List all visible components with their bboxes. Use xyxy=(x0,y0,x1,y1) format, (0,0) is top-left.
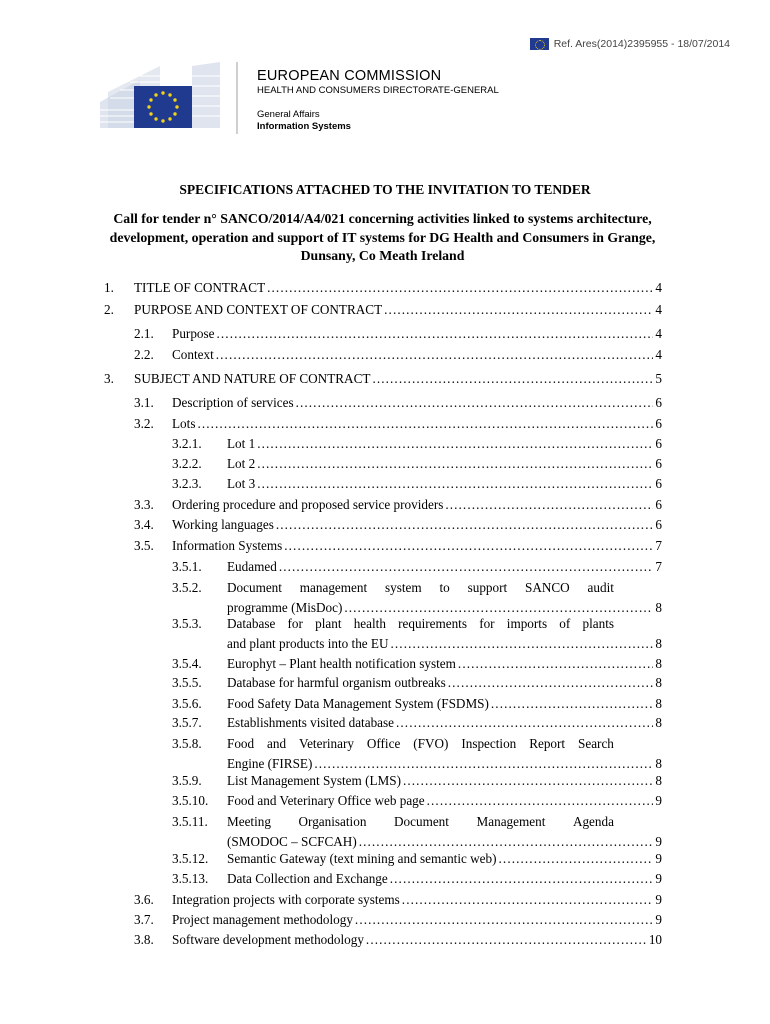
toc-entry[interactable] xyxy=(134,326,662,342)
toc-entry-number: 3.5.8. xyxy=(172,736,202,751)
toc-entry-label: Data Collection and Exchange xyxy=(227,871,388,886)
toc-entry-label: Establishments visited database xyxy=(227,715,395,730)
toc-entry-number: 3.2.3. xyxy=(172,476,202,491)
toc-entry-label: Context xyxy=(172,347,214,362)
toc-entry-page: 8 xyxy=(655,600,662,615)
toc-entry[interactable] xyxy=(104,371,662,387)
toc-entry-page: 8 xyxy=(655,636,662,651)
toc-dot-leader xyxy=(257,476,653,492)
toc-entry[interactable] xyxy=(227,756,662,772)
toc-entry-label: Purpose xyxy=(172,326,215,341)
toc-dot-leader xyxy=(384,302,653,318)
toc-entry-label: Engine (FIRSE) xyxy=(227,756,313,771)
toc-entry-page: 6 xyxy=(655,497,662,512)
toc-entry[interactable] xyxy=(172,715,662,731)
toc-dot-leader xyxy=(458,656,653,672)
toc-entry-page: 6 xyxy=(655,517,662,532)
toc-entry-label: programme (MisDoc) xyxy=(227,600,343,615)
toc-entry-label: Lot 2 xyxy=(227,456,256,471)
toc-dot-leader xyxy=(344,600,653,616)
toc-entry[interactable] xyxy=(172,793,662,809)
toc-entry[interactable] xyxy=(134,517,662,533)
toc-entry[interactable] xyxy=(134,395,662,411)
toc-entry-number: 3.5.7. xyxy=(172,715,202,730)
toc-entry-page: 9 xyxy=(655,793,662,808)
toc-dot-leader xyxy=(257,436,653,452)
toc-entry-number: 2.2. xyxy=(134,347,154,362)
toc-entry-label: Europhyt – Plant health notification system xyxy=(227,656,456,671)
toc-entry[interactable] xyxy=(172,436,662,452)
toc-entry-label: Description of services xyxy=(172,395,294,410)
toc-entry-label: PURPOSE AND CONTEXT OF CONTRACT xyxy=(134,302,383,317)
toc-entry-page: 7 xyxy=(655,559,662,574)
toc-entry-label-line1: Meeting Organisation Document Management Agenda xyxy=(227,814,614,829)
directorate-general: HEALTH AND CONSUMERS DIRECTORATE-GENERAL xyxy=(257,85,499,96)
toc-entry-page: 9 xyxy=(655,834,662,849)
toc-entry-label: Food Safety Data Management System (FSDMS) xyxy=(227,696,489,711)
toc-entry[interactable] xyxy=(134,912,662,928)
toc-entry-page: 6 xyxy=(655,395,662,410)
toc-entry[interactable] xyxy=(172,773,662,789)
toc-dot-leader xyxy=(402,892,654,908)
toc-entry[interactable] xyxy=(227,636,662,652)
toc-entry-number: 3.5.12. xyxy=(172,851,209,866)
toc-entry[interactable] xyxy=(134,347,662,363)
toc-dot-leader xyxy=(403,773,653,789)
toc-entry-number: 3. xyxy=(104,371,114,386)
toc-entry-label: Software development methodology xyxy=(172,932,364,947)
toc-entry-page: 8 xyxy=(655,696,662,711)
toc-entry-label-line1: Database for plant health requirements for imports of plants xyxy=(227,616,614,631)
toc-entry-label: (SMODOC – SCFCAH) xyxy=(227,834,357,849)
toc-entry-number: 3.2.2. xyxy=(172,456,202,471)
toc-entry-number: 3.6. xyxy=(134,892,154,907)
toc-entry-number: 3.5.13. xyxy=(172,871,209,886)
toc-dot-leader xyxy=(372,371,653,387)
toc-dot-leader xyxy=(284,538,653,554)
toc-entry-label: Ordering procedure and proposed service providers xyxy=(172,497,444,512)
toc-dot-leader xyxy=(448,675,654,691)
toc-entry-label: SUBJECT AND NATURE OF CONTRACT xyxy=(134,371,371,386)
toc-entry-number: 3.3. xyxy=(134,497,154,512)
toc-entry-page: 10 xyxy=(648,932,662,947)
toc-entry[interactable] xyxy=(172,656,662,672)
toc-entry-page: 6 xyxy=(655,436,662,451)
toc-entry[interactable] xyxy=(172,851,662,867)
toc-entry-label: Lot 3 xyxy=(227,476,256,491)
toc-entry-number: 3.2. xyxy=(134,416,154,431)
toc-entry-page: 8 xyxy=(655,756,662,771)
toc-entry-line1[interactable] xyxy=(172,736,614,752)
toc-dot-leader xyxy=(296,395,654,411)
toc-entry[interactable] xyxy=(227,600,662,616)
toc-entry-number: 3.5.4. xyxy=(172,656,202,671)
toc-entry-number: 3.8. xyxy=(134,932,154,947)
toc-dot-leader xyxy=(355,912,653,928)
toc-entry-page: 7 xyxy=(655,538,662,553)
toc-entry-page: 5 xyxy=(655,371,662,386)
toc-entry-number: 3.5.2. xyxy=(172,580,202,595)
toc-entry-label: Semantic Gateway (text mining and semantic web) xyxy=(227,851,497,866)
toc-entry-page: 4 xyxy=(655,280,662,295)
toc-entry[interactable] xyxy=(134,892,662,908)
toc-entry[interactable] xyxy=(134,497,662,513)
toc-dot-leader xyxy=(366,932,647,948)
toc-dot-leader xyxy=(257,456,653,472)
toc-entry-page: 8 xyxy=(655,773,662,788)
toc-entry-number: 3.5. xyxy=(134,538,154,553)
toc-entry-number: 3.5.11. xyxy=(172,814,208,829)
toc-entry-page: 6 xyxy=(655,476,662,491)
toc-entry[interactable] xyxy=(104,302,662,318)
toc-entry-number: 2.1. xyxy=(134,326,154,341)
toc-dot-leader xyxy=(276,517,654,533)
toc-dot-leader xyxy=(390,871,654,887)
toc-entry-number: 3.1. xyxy=(134,395,154,410)
toc-entry[interactable] xyxy=(172,696,662,712)
toc-entry-page: 6 xyxy=(655,416,662,431)
toc-entry-number: 3.5.3. xyxy=(172,616,202,631)
toc-entry-number: 2. xyxy=(104,302,114,317)
toc-entry-number: 3.5.6. xyxy=(172,696,202,711)
toc-entry-label: Database for harmful organism outbreaks xyxy=(227,675,446,690)
toc-entry[interactable] xyxy=(104,280,662,296)
toc-entry-label: Integration projects with corporate systems xyxy=(172,892,400,907)
toc-entry[interactable] xyxy=(172,476,662,492)
toc-entry-line1[interactable] xyxy=(172,580,614,596)
toc-entry[interactable] xyxy=(134,416,662,432)
toc-entry-number: 3.2.1. xyxy=(172,436,202,451)
toc-entry-label-line1: Food and Veterinary Office (FVO) Inspection Report Search xyxy=(227,736,614,751)
toc-entry[interactable] xyxy=(227,834,662,850)
toc-entry-number: 3.5.5. xyxy=(172,675,202,690)
document-title: SPECIFICATIONS ATTACHED TO THE INVITATION TO TENDER xyxy=(179,182,591,197)
toc-dot-leader xyxy=(314,756,653,772)
toc-entry-page: 8 xyxy=(655,715,662,730)
toc-entry-page: 9 xyxy=(655,851,662,866)
toc-entry-line1[interactable] xyxy=(172,616,614,632)
toc-dot-leader xyxy=(359,834,654,850)
directorate: General Affairs xyxy=(257,109,320,120)
toc-entry-number: 3.7. xyxy=(134,912,154,927)
toc-entry[interactable] xyxy=(134,538,662,554)
toc-entry-label: Working languages xyxy=(172,517,274,532)
toc-dot-leader xyxy=(216,347,654,363)
institution-name: EUROPEAN COMMISSION xyxy=(257,68,442,84)
toc-entry-page: 8 xyxy=(655,675,662,690)
toc-entry[interactable] xyxy=(172,559,662,575)
toc-dot-leader xyxy=(499,851,654,867)
toc-dot-leader xyxy=(391,636,654,652)
toc-dot-leader xyxy=(491,696,654,712)
toc-dot-leader xyxy=(445,497,653,513)
toc-entry-label: Eudamed xyxy=(227,559,277,574)
unit: Information Systems xyxy=(257,121,351,132)
toc-entry-line1[interactable] xyxy=(172,814,614,830)
toc-dot-leader xyxy=(217,326,654,342)
toc-entry-number: 3.5.10. xyxy=(172,793,209,808)
toc-entry-label: and plant products into the EU xyxy=(227,636,389,651)
toc-dot-leader xyxy=(267,280,653,296)
toc-dot-leader xyxy=(427,793,654,809)
toc-entry-page: 8 xyxy=(655,656,662,671)
toc-dot-leader xyxy=(396,715,653,731)
toc-entry-label: TITLE OF CONTRACT xyxy=(134,280,266,295)
reference-text: Ref. Ares(2014)2395955 - 18/07/2014 xyxy=(553,38,730,50)
toc-entry-number: 1. xyxy=(104,280,114,295)
toc-entry-page: 4 xyxy=(655,302,662,317)
toc-dot-leader xyxy=(279,559,654,575)
toc-entry-page: 6 xyxy=(655,456,662,471)
toc-entry-label-line1: Document management system to support SANCO audit xyxy=(227,580,614,595)
toc-entry-number: 3.5.1. xyxy=(172,559,202,574)
toc-entry-label: Lots xyxy=(172,416,196,431)
toc-entry[interactable] xyxy=(172,456,662,472)
toc-entry-label: List Management System (LMS) xyxy=(227,773,401,788)
toc-entry-label: Project management methodology xyxy=(172,912,353,927)
document-subtitle: Call for tender n° SANCO/2014/A4/021 concerning activities linked to systems architecture, development, operation and support of IT systems for DG Health and Consumers in Grange, Dunsany, Co Meath Ireland xyxy=(109,211,656,263)
toc-entry[interactable] xyxy=(134,932,662,948)
toc-entry-label: Lot 1 xyxy=(227,436,256,451)
toc-entry[interactable] xyxy=(172,675,662,691)
toc-entry[interactable] xyxy=(172,871,662,887)
toc-entry-label: Food and Veterinary Office web page xyxy=(227,793,425,808)
toc-entry-number: 3.5.9. xyxy=(172,773,202,788)
toc-entry-label: Information Systems xyxy=(172,538,283,553)
toc-dot-leader xyxy=(197,416,653,432)
toc-entry-number: 3.4. xyxy=(134,517,154,532)
toc-entry-page: 9 xyxy=(655,912,662,927)
toc-entry-page: 9 xyxy=(655,871,662,886)
toc-entry-page: 4 xyxy=(655,347,662,362)
toc-entry-page: 9 xyxy=(655,892,662,907)
toc-entry-page: 4 xyxy=(655,326,662,341)
